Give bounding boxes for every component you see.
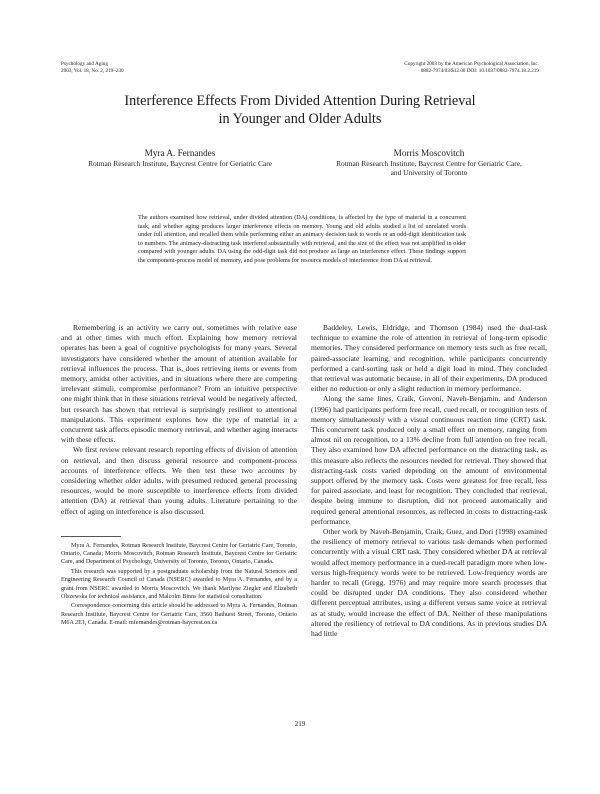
title-line-1: Interference Effects From Divided Attention During Retrieval — [124, 93, 476, 109]
abstract: The authors examined how retrieval, under divided attention (DA) conditions, is affected by the type of material in a concurrent task, and whether aging produces larger interference effects on memory. Young and old adults studied a list of unrelated words under full attention, and recalled them while performing either an animacy decision task to words or an odd-digit identification task to numbers. The animacy-distracting task interfered substantially with retrieval, and the size of the effect was not amplified in older compared with younger adults. DA using the odd-digit task did not produce as large an interference effect. These findings support the component-process model of memory, and pose problems for resource models of interference from DA at retrieval. — [138, 214, 466, 264]
body-paragraph: Baddeley, Lewis, Eldridge, and Thomson (1984) used the dual-task technique to examine the role of attention in retrieval of long-term episodic memories. They considered performance on memory tests such as free recall, paired-associate learning, and recognition, while participants concurrently performed a card-sorting task or held a digit load in mind. They concluded that retrieval was automatic because, in all of their experiments, DA produced either no reduction or only a slight reduction in memory performance. — [311, 323, 547, 394]
author-block-2 — [304, 148, 554, 177]
journal-name: Psychology and Aging — [61, 61, 108, 67]
page-number: 219 — [294, 720, 306, 728]
author-affiliation: Rotman Research Institute, Baycrest Centre for Geriatric Care — [88, 159, 272, 168]
footnote-paragraph: Myra A. Fernandes, Rotman Research Institute, Baycrest Centre for Geriatric Care, Toronto, Ontario, Canada; Morris Moscovitch, Rotman Research Institute, Baycrest Centre for Geriatric Care, and Department of Psychology, University of Toronto, Toronto, Ontario, Canada. — [61, 543, 297, 566]
body-column-right — [311, 323, 547, 639]
body-column-left — [61, 323, 297, 517]
title-line-2: in Younger and Older Adults — [218, 110, 382, 127]
author-name: Morris Moscovitch — [393, 148, 465, 158]
article-title — [0, 93, 600, 128]
footnote-divider — [61, 536, 121, 537]
journal-header — [61, 61, 124, 74]
body-paragraph: We first review relevant research reporting effects of division of attention on retrieval, and then discuss general resource and component-process accounts of interference effects. We then test these two accounts by considering whether older adults, with presumed reduced general processing resources, would be more susceptible to interference effects from divided attention (DA) at retrieval than young adults. Literature pertaining to the effect of aging on interference is also discussed. — [61, 445, 297, 516]
author-note — [61, 542, 297, 629]
body-paragraph: Along the same lines, Craik, Govoni, Naveh-Benjamin, and Anderson (1996) had participants perform free recall, cued recall, or recognition tests of memory simultaneously with a visual continuous reaction time (CRT) task. This concurrent task produced only a small effect on memory, ranging from almost nil on recognition, to a 13% decline from full attention on free recall. They also examined how DA affected performance on the distracting task, as this measure also reflects the resources needed for retrieval. They showed that distracting-task costs varied depending on the amount of environmental support offered by the memory task. Costs were greatest for free recall, less for paired associate, and least for recognition. They concluded that retrieval, despite being immune to disruption, did not proceed automatically and required general attentional resources, as reflected in costs to distracting-task performance. — [311, 394, 547, 526]
copyright-header — [404, 61, 539, 74]
issn-doi-line: 0882-7974/03/$12.00 DOI: 10.1037/0882-7974.18.2.219 — [420, 67, 539, 74]
footnote-paragraph: This research was supported by a postgraduate scholarship from the Natural Sciences and Engineering Research Council of Canada (NSERC) awarded to Myra A. Fernandes, and by a grant from NSERC awarded to Morris Moscovitch. We thank Marilyne Ziegler and Elizabeth Olszewska for technical assistance, and Malcolm Binns for statistical consultation. — [61, 569, 297, 600]
body-paragraph: Other work by Naveh-Benjamin, Craik, Guez, and Dori (1998) examined the resiliency of memory retrieval to various task demands when performed concurrently with a visual CRT task. They considered whether DA at retrieval would affect memory performance in a cued-recall paradigm more when low- versus high-frequency words were to be retrieved. Low-frequency words are harder to recall (Gregg, 1976) and may require more search processes that could be disrupted under DA conditions. They also considered whether different perceptual attributes, using a different versus same voice at retrieval as at study, would increase the effect of DA. Neither of these manipulations altered the resiliency of retrieval to DA conditions. As in previous studies DA had little — [311, 527, 547, 639]
author-affiliation: Rotman Research Institute, Baycrest Centre for Geriatric Care, — [336, 159, 522, 168]
footnote-paragraph: Correspondence concerning this article should be addressed to Myra A. Fernandes, Rotman Research Institute, Baycrest Centre for Geriatric Care, 3560 Bathurst Street, Toronto, Ontario M6A 2E1, Canada. E-mail: mfernandes@rotman-baycrest.on.ca — [61, 603, 297, 626]
body-paragraph: Remembering is an activity we carry out, sometimes with relative ease and at other times with much effort. Explaining how memory retrieval operates has been a goal of cognitive psychologists for many years. Several investigators have considered whether the amount of attention available for retrieval influences the process. That is, does retrieving items or events from memory, amidst other activities, and in situations where there are competing irrelevant stimuli, compromise performance? From an intuitive perspective one might think that in these situations retrieval would be negatively affected, but research has shown that retrieval is surprisingly resilient to attentional manipulations. This experiment explores how the type of material in a concurrent task affects episodic memory retrieval, and whether aging interacts with these effects. — [61, 323, 297, 445]
volume-info: 2003, Vol. 18, No. 2, 219–230 — [61, 67, 124, 74]
author-affiliation-line-2: and University of Toronto — [390, 168, 468, 177]
author-name: Myra A. Fernandes — [144, 148, 216, 158]
copyright-line: Copyright 2003 by the American Psychological Association, Inc. — [404, 61, 539, 67]
author-block-1 — [55, 148, 305, 168]
